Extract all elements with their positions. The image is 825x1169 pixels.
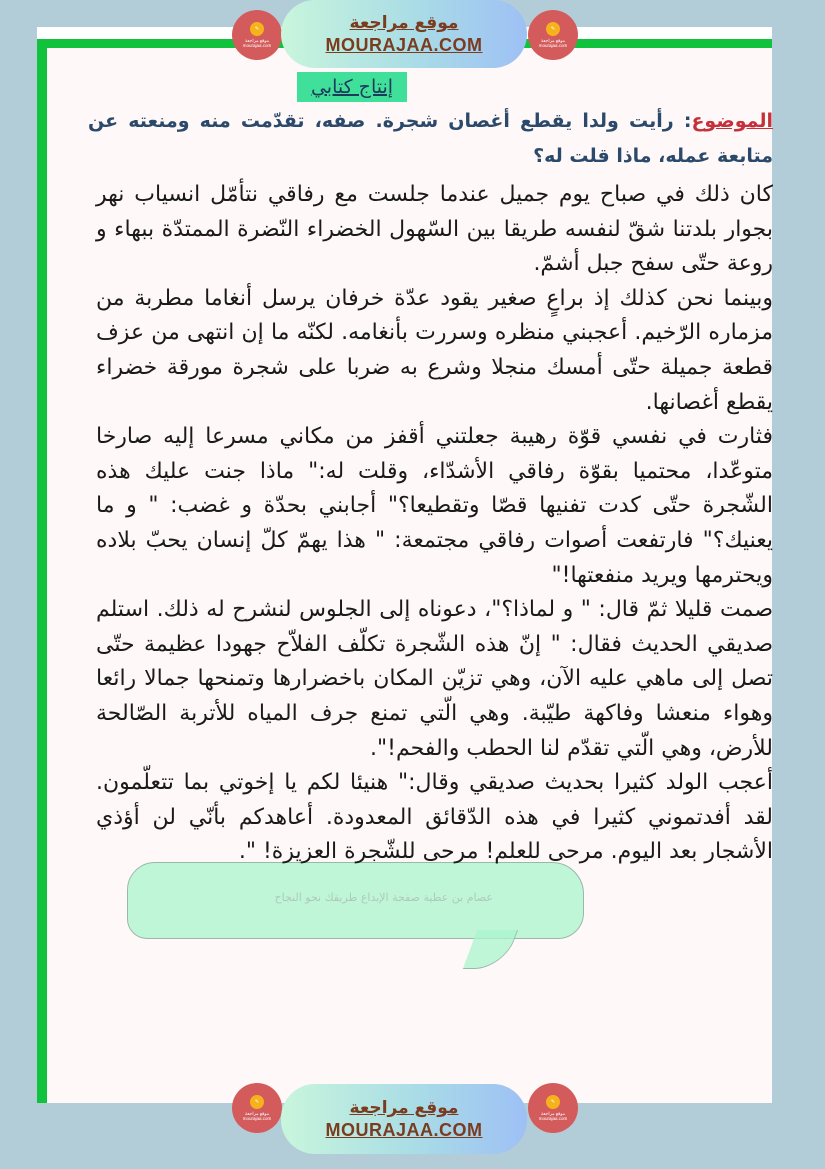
essay-body: [96, 178, 773, 870]
essay-paragraph: فثارت في نفسي قوّة رهيبة جعلتني أقفز من مكاني مسرعا إليه صارخا متوعّدا، محتميا بقوّة رفاقي الأشدّاء، وقلت له:" ماذا جنت عليك هذه الشّجرة حتّى كدت تفنيها قصّا وتقطيعا؟" أجابني بحدّة و غضب: " و ما يعنيك؟" فارتفعت أصوات رفاقي مجتمعة: " هذا يهمّ كلّ إنسان يحبّ بلاده ويحترمها ويريد منفعتها!": [96, 424, 773, 588]
badge-caption: موقع مراجعة mourajaa.com: [538, 1111, 568, 1121]
topic-label: الموضوع: [691, 110, 773, 132]
section-title: إنتاج كتابي: [310, 76, 394, 98]
mourajaa-logo-icon: ✎: [546, 1095, 560, 1109]
mourajaa-logo-icon: ✎: [250, 1095, 264, 1109]
site-label-arabic[interactable]: موقع مراجعة: [349, 13, 459, 33]
essay-paragraph: أعجب الولد كثيرا بحديث صديقي وقال:" هنيئا لكم يا إخوتي بما تتعلّمون. لقد أفدتموني كثيرا في هذه الدّقائق المعدودة. أعاهدكم بأنّي لن أؤذي الأشجار بعد اليوم. مرحى للعلم! مرحى للشّجرة العزيزة! ".: [96, 770, 773, 865]
mourajaa-logo-icon: ✎: [250, 22, 264, 36]
header-badge-right[interactable]: [528, 10, 578, 60]
topic-statement: [88, 104, 773, 174]
topic-text: : رأيت ولدا يقطع أغصان شجرة. صفه، تقدّمت منه ومنعته عن متابعة عمله، ماذا قلت له؟: [88, 110, 773, 167]
footer-badge-right[interactable]: [528, 1083, 578, 1133]
header-site-banner[interactable]: [281, 0, 527, 68]
footer-site-banner[interactable]: [281, 1084, 527, 1154]
site-label-link[interactable]: MOURAJAA.COM: [325, 1120, 483, 1140]
watermark-bubble: [127, 862, 584, 939]
section-title-box: [297, 72, 407, 102]
badge-caption: موقع مراجعة mourajaa.com: [242, 1111, 272, 1121]
mourajaa-logo-icon: ✎: [546, 22, 560, 36]
essay-paragraph: وبينما نحن كذلك إذ براعٍ صغير يقود عدّة خرفان يرسل أنغاما مطربة من مزماره الرّخيم. أعجبني منظره وسررت بأنغامه. لكنّه ما إن انتهى من عزف قطعة جميلة حتّى أمسك منجلا وشرع به ضربا على شجرة مورقة خضراء يقطع أغصانها.: [96, 285, 773, 415]
essay-paragraph: كان ذلك في صباح يوم جميل عندما جلست مع رفاقي نتأمّل انسياب نهر بجوار بلدتنا شقّ لنفسه طريقا بين السّهول الخضراء النّضرة الممتدّة ببهاء و روعة حتّى سفح جبل أشمّ.: [96, 182, 773, 277]
badge-caption: موقع مراجعة mourajaa.com: [538, 38, 568, 48]
badge-caption: موقع مراجعة mourajaa.com: [242, 38, 272, 48]
site-label-link[interactable]: MOURAJAA.COM: [325, 35, 483, 55]
site-label-arabic[interactable]: موقع مراجعة: [349, 1098, 459, 1118]
essay-paragraph: صمت قليلا ثمّ قال: " و لماذا؟"، دعوناه إلى الجلوس لنشرح له ذلك. استلم صديقي الحديث فقال: " إنّ هذه الشّجرة تكلّف الفلاّح جهودا عظيمة حتّى تصل إلى ماهي عليه الآن، وهي تزيّن المكان باخضرارها وتمنحها جمالا رائعا وهواء منعشا وفاكهة طيّبة. وهي الّتي تمنع جرف المياه للأتربة الصّالحة للأرض، وهي الّتي تقدّم لنا الحطب والفحم!".: [96, 597, 773, 761]
watermark-text: عصام بن عطية صفحة الإبداع طريقك نحو النجاح: [274, 891, 493, 904]
footer-badge-left[interactable]: [232, 1083, 282, 1133]
header-badge-left[interactable]: [232, 10, 282, 60]
